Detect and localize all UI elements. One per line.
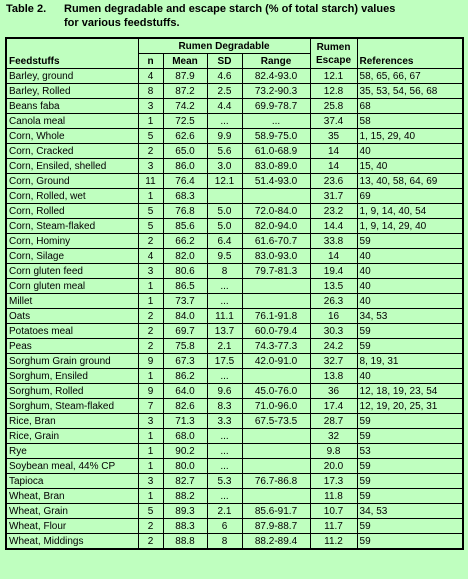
cell-rumen-escape: 17.4 [310, 399, 357, 414]
cell-range [242, 459, 310, 474]
cell-sd: 5.0 [207, 204, 242, 219]
cell-rumen-escape: 12.1 [310, 69, 357, 84]
cell-n: 2 [138, 519, 163, 534]
cell-references: 1, 9, 14, 29, 40 [357, 219, 463, 234]
cell-references: 59 [357, 429, 463, 444]
cell-range: ... [242, 114, 310, 129]
cell-feedstuff: Potatoes meal [6, 324, 138, 339]
cell-sd: 13.7 [207, 324, 242, 339]
cell-references: 40 [357, 279, 463, 294]
cell-feedstuff: Sorghum, Rolled [6, 384, 138, 399]
header-rumen-escape-line2: Escape [316, 54, 352, 66]
cell-feedstuff: Millet [6, 294, 138, 309]
table-row [6, 249, 463, 264]
cell-feedstuff: Rice, Bran [6, 414, 138, 429]
starch-values-table [5, 37, 464, 550]
header-mean: Mean [163, 54, 207, 69]
cell-references: 34, 53 [357, 309, 463, 324]
cell-sd: ... [207, 489, 242, 504]
table-row [6, 294, 463, 309]
header-sd: SD [207, 54, 242, 69]
cell-references: 40 [357, 369, 463, 384]
cell-sd: 6 [207, 519, 242, 534]
cell-feedstuff: Wheat, Grain [6, 504, 138, 519]
cell-sd: 2.5 [207, 84, 242, 99]
cell-references: 53 [357, 444, 463, 459]
cell-mean: 90.2 [163, 444, 207, 459]
cell-mean: 73.7 [163, 294, 207, 309]
cell-n: 3 [138, 414, 163, 429]
cell-n: 2 [138, 144, 163, 159]
cell-range: 58.9-75.0 [242, 129, 310, 144]
cell-rumen-escape: 23.2 [310, 204, 357, 219]
cell-range: 42.0-91.0 [242, 354, 310, 369]
cell-feedstuff: Wheat, Bran [6, 489, 138, 504]
table-row [6, 309, 463, 324]
cell-sd: 2.1 [207, 504, 242, 519]
cell-mean: 67.3 [163, 354, 207, 369]
cell-feedstuff: Corn, Cracked [6, 144, 138, 159]
cell-n: 3 [138, 99, 163, 114]
cell-n: 8 [138, 84, 163, 99]
cell-n: 5 [138, 219, 163, 234]
cell-sd: 5.6 [207, 144, 242, 159]
cell-references: 12, 19, 20, 25, 31 [357, 399, 463, 414]
cell-references: 59 [357, 339, 463, 354]
cell-feedstuff: Wheat, Flour [6, 519, 138, 534]
cell-mean: 62.6 [163, 129, 207, 144]
cell-feedstuff: Barley, ground [6, 69, 138, 84]
cell-n: 9 [138, 384, 163, 399]
table-row [6, 324, 463, 339]
table-row [6, 69, 463, 84]
cell-n: 1 [138, 489, 163, 504]
cell-n: 5 [138, 204, 163, 219]
cell-sd: 17.5 [207, 354, 242, 369]
cell-references: 58 [357, 114, 463, 129]
cell-feedstuff: Corn gluten feed [6, 264, 138, 279]
cell-rumen-escape: 14 [310, 249, 357, 264]
cell-range: 85.6-91.7 [242, 504, 310, 519]
cell-n: 3 [138, 264, 163, 279]
cell-sd: 5.0 [207, 219, 242, 234]
cell-n: 3 [138, 159, 163, 174]
table-row [6, 264, 463, 279]
cell-rumen-escape: 23.6 [310, 174, 357, 189]
cell-rumen-escape: 32 [310, 429, 357, 444]
cell-feedstuff: Corn, Ground [6, 174, 138, 189]
cell-sd: 6.4 [207, 234, 242, 249]
cell-range: 45.0-76.0 [242, 384, 310, 399]
cell-references: 1, 9, 14, 40, 54 [357, 204, 463, 219]
cell-mean: 80.6 [163, 264, 207, 279]
cell-mean: 68.3 [163, 189, 207, 204]
cell-feedstuff: Corn, Hominy [6, 234, 138, 249]
cell-n: 1 [138, 429, 163, 444]
cell-references: 13, 40, 58, 64, 69 [357, 174, 463, 189]
cell-sd: 3.0 [207, 159, 242, 174]
cell-rumen-escape: 26.3 [310, 294, 357, 309]
cell-mean: 74.2 [163, 99, 207, 114]
cell-n: 1 [138, 294, 163, 309]
cell-range: 60.0-79.4 [242, 324, 310, 339]
cell-range: 79.7-81.3 [242, 264, 310, 279]
cell-sd: 11.1 [207, 309, 242, 324]
cell-feedstuff: Tapioca [6, 474, 138, 489]
table-row [6, 84, 463, 99]
cell-n: 5 [138, 129, 163, 144]
cell-n: 5 [138, 504, 163, 519]
header-feedstuffs: Feedstuffs [6, 38, 138, 69]
table-row [6, 489, 463, 504]
cell-mean: 80.0 [163, 459, 207, 474]
cell-n: 1 [138, 444, 163, 459]
caption-title-line1: Rumen degradable and escape starch (% of total starch) values [64, 3, 396, 15]
header-rumen-degradable: Rumen Degradable [138, 38, 310, 54]
header-n: n [138, 54, 163, 69]
cell-mean: 72.5 [163, 114, 207, 129]
cell-rumen-escape: 10.7 [310, 504, 357, 519]
cell-range: 76.7-86.8 [242, 474, 310, 489]
cell-mean: 66.2 [163, 234, 207, 249]
cell-references: 59 [357, 489, 463, 504]
cell-rumen-escape: 9.8 [310, 444, 357, 459]
table-caption [6, 2, 462, 30]
cell-references: 8, 19, 31 [357, 354, 463, 369]
cell-range [242, 294, 310, 309]
cell-rumen-escape: 12.8 [310, 84, 357, 99]
table-row [6, 444, 463, 459]
cell-mean: 88.8 [163, 534, 207, 550]
cell-references: 34, 53 [357, 504, 463, 519]
cell-rumen-escape: 31.7 [310, 189, 357, 204]
cell-feedstuff: Corn, Ensiled, shelled [6, 159, 138, 174]
cell-n: 11 [138, 174, 163, 189]
cell-rumen-escape: 11.2 [310, 534, 357, 550]
cell-rumen-escape: 14 [310, 159, 357, 174]
cell-rumen-escape: 20.0 [310, 459, 357, 474]
header-range: Range [242, 54, 310, 69]
table-body [6, 69, 463, 550]
cell-feedstuff: Corn, Rolled, wet [6, 189, 138, 204]
cell-range: 71.0-96.0 [242, 399, 310, 414]
cell-range: 82.4-93.0 [242, 69, 310, 84]
cell-range: 72.0-84.0 [242, 204, 310, 219]
cell-range: 61.0-68.9 [242, 144, 310, 159]
cell-n: 4 [138, 69, 163, 84]
cell-mean: 82.7 [163, 474, 207, 489]
table-row [6, 399, 463, 414]
cell-feedstuff: Corn gluten meal [6, 279, 138, 294]
cell-mean: 69.7 [163, 324, 207, 339]
cell-range [242, 279, 310, 294]
cell-references: 69 [357, 189, 463, 204]
cell-range: 83.0-93.0 [242, 249, 310, 264]
cell-n: 1 [138, 279, 163, 294]
cell-n: 2 [138, 324, 163, 339]
cell-references: 59 [357, 459, 463, 474]
cell-rumen-escape: 24.2 [310, 339, 357, 354]
cell-mean: 86.5 [163, 279, 207, 294]
cell-mean: 68.0 [163, 429, 207, 444]
cell-range: 69.9-78.7 [242, 99, 310, 114]
cell-rumen-escape: 37.4 [310, 114, 357, 129]
cell-sd: 8 [207, 264, 242, 279]
cell-rumen-escape: 13.8 [310, 369, 357, 384]
cell-n: 4 [138, 249, 163, 264]
cell-range: 74.3-77.3 [242, 339, 310, 354]
cell-mean: 88.2 [163, 489, 207, 504]
cell-mean: 76.8 [163, 204, 207, 219]
table-row [6, 534, 463, 550]
cell-n: 1 [138, 369, 163, 384]
cell-references: 40 [357, 249, 463, 264]
cell-n: 7 [138, 399, 163, 414]
cell-rumen-escape: 13.5 [310, 279, 357, 294]
cell-mean: 75.8 [163, 339, 207, 354]
cell-rumen-escape: 33.8 [310, 234, 357, 249]
cell-sd: 4.6 [207, 69, 242, 84]
cell-sd: 9.9 [207, 129, 242, 144]
cell-mean: 82.6 [163, 399, 207, 414]
cell-rumen-escape: 11.7 [310, 519, 357, 534]
cell-mean: 85.6 [163, 219, 207, 234]
cell-sd [207, 189, 242, 204]
cell-sd: ... [207, 444, 242, 459]
cell-rumen-escape: 14.4 [310, 219, 357, 234]
table-row [6, 414, 463, 429]
cell-mean: 64.0 [163, 384, 207, 399]
cell-n: 3 [138, 474, 163, 489]
cell-sd: ... [207, 279, 242, 294]
cell-feedstuff: Beans faba [6, 99, 138, 114]
cell-feedstuff: Corn, Steam-flaked [6, 219, 138, 234]
cell-sd: 9.5 [207, 249, 242, 264]
cell-feedstuff: Wheat, Middings [6, 534, 138, 550]
cell-sd: ... [207, 459, 242, 474]
cell-rumen-escape: 19.4 [310, 264, 357, 279]
cell-references: 40 [357, 144, 463, 159]
cell-feedstuff: Soybean meal, 44% CP [6, 459, 138, 474]
cell-sd: 2.1 [207, 339, 242, 354]
cell-range: 51.4-93.0 [242, 174, 310, 189]
cell-rumen-escape: 28.7 [310, 414, 357, 429]
cell-references: 59 [357, 519, 463, 534]
cell-mean: 82.0 [163, 249, 207, 264]
cell-range: 73.2-90.3 [242, 84, 310, 99]
cell-n: 2 [138, 339, 163, 354]
cell-sd: ... [207, 294, 242, 309]
cell-range [242, 369, 310, 384]
cell-references: 59 [357, 324, 463, 339]
cell-references: 35, 53, 54, 56, 68 [357, 84, 463, 99]
cell-range: 83.0-89.0 [242, 159, 310, 174]
cell-n: 2 [138, 234, 163, 249]
header-references: References [357, 38, 463, 69]
cell-mean: 89.3 [163, 504, 207, 519]
cell-rumen-escape: 11.8 [310, 489, 357, 504]
cell-mean: 65.0 [163, 144, 207, 159]
cell-rumen-escape: 17.3 [310, 474, 357, 489]
cell-sd: 12.1 [207, 174, 242, 189]
table-row [6, 519, 463, 534]
cell-feedstuff: Corn, Silage [6, 249, 138, 264]
cell-references: 59 [357, 234, 463, 249]
cell-range: 67.5-73.5 [242, 414, 310, 429]
cell-range: 88.2-89.4 [242, 534, 310, 550]
cell-range [242, 189, 310, 204]
cell-feedstuff: Sorghum, Steam-flaked [6, 399, 138, 414]
cell-feedstuff: Sorghum, Ensiled [6, 369, 138, 384]
cell-mean: 86.0 [163, 159, 207, 174]
cell-n: 1 [138, 189, 163, 204]
table-row [6, 354, 463, 369]
table-row [6, 159, 463, 174]
cell-references: 68 [357, 99, 463, 114]
cell-range: 61.6-70.7 [242, 234, 310, 249]
table-row [6, 384, 463, 399]
table-row [6, 99, 463, 114]
cell-n: 9 [138, 354, 163, 369]
cell-mean: 88.3 [163, 519, 207, 534]
cell-references: 58, 65, 66, 67 [357, 69, 463, 84]
cell-references: 1, 15, 29, 40 [357, 129, 463, 144]
cell-range: 87.9-88.7 [242, 519, 310, 534]
cell-sd: 3.3 [207, 414, 242, 429]
table-row [6, 429, 463, 444]
cell-sd: 8.3 [207, 399, 242, 414]
cell-feedstuff: Rye [6, 444, 138, 459]
table-row [6, 174, 463, 189]
cell-n: 2 [138, 534, 163, 550]
cell-sd: 5.3 [207, 474, 242, 489]
table-row [6, 279, 463, 294]
cell-references: 40 [357, 264, 463, 279]
cell-range: 82.0-94.0 [242, 219, 310, 234]
cell-rumen-escape: 36 [310, 384, 357, 399]
cell-rumen-escape: 16 [310, 309, 357, 324]
cell-range [242, 489, 310, 504]
cell-sd: 8 [207, 534, 242, 550]
cell-references: 15, 40 [357, 159, 463, 174]
table-row [6, 219, 463, 234]
cell-sd: ... [207, 369, 242, 384]
cell-rumen-escape: 25.8 [310, 99, 357, 114]
table-row [6, 339, 463, 354]
cell-sd: 4.4 [207, 99, 242, 114]
table-row [6, 114, 463, 129]
cell-n: 2 [138, 309, 163, 324]
cell-feedstuff: Barley, Rolled [6, 84, 138, 99]
caption-label: Table 2. [6, 3, 47, 15]
table-row [6, 129, 463, 144]
cell-feedstuff: Oats [6, 309, 138, 324]
cell-mean: 86.2 [163, 369, 207, 384]
cell-range: 76.1-91.8 [242, 309, 310, 324]
header-rumen-escape-line1: Rumen [316, 41, 351, 53]
table-row [6, 504, 463, 519]
cell-mean: 76.4 [163, 174, 207, 189]
table-row [6, 234, 463, 249]
cell-feedstuff: Corn, Whole [6, 129, 138, 144]
table-row [6, 189, 463, 204]
cell-rumen-escape: 30.3 [310, 324, 357, 339]
cell-range [242, 429, 310, 444]
cell-references: 59 [357, 474, 463, 489]
cell-rumen-escape: 14 [310, 144, 357, 159]
cell-references: 40 [357, 294, 463, 309]
header-rumen-escape [310, 38, 357, 69]
cell-mean: 87.9 [163, 69, 207, 84]
table-row [6, 204, 463, 219]
cell-feedstuff: Rice, Grain [6, 429, 138, 444]
cell-mean: 71.3 [163, 414, 207, 429]
caption-title-line2: for various feedstuffs. [64, 17, 180, 29]
table-row [6, 369, 463, 384]
cell-n: 1 [138, 459, 163, 474]
cell-sd: ... [207, 114, 242, 129]
table-row [6, 459, 463, 474]
table-row [6, 474, 463, 489]
cell-sd: ... [207, 429, 242, 444]
cell-mean: 87.2 [163, 84, 207, 99]
cell-references: 12, 18, 19, 23, 54 [357, 384, 463, 399]
cell-range [242, 444, 310, 459]
cell-mean: 84.0 [163, 309, 207, 324]
table-row [6, 144, 463, 159]
cell-feedstuff: Peas [6, 339, 138, 354]
cell-n: 1 [138, 114, 163, 129]
cell-feedstuff: Sorghum Grain ground [6, 354, 138, 369]
cell-feedstuff: Canola meal [6, 114, 138, 129]
cell-references: 59 [357, 534, 463, 550]
cell-references: 59 [357, 414, 463, 429]
cell-feedstuff: Corn, Rolled [6, 204, 138, 219]
cell-rumen-escape: 35 [310, 129, 357, 144]
cell-sd: 9.6 [207, 384, 242, 399]
cell-rumen-escape: 32.7 [310, 354, 357, 369]
